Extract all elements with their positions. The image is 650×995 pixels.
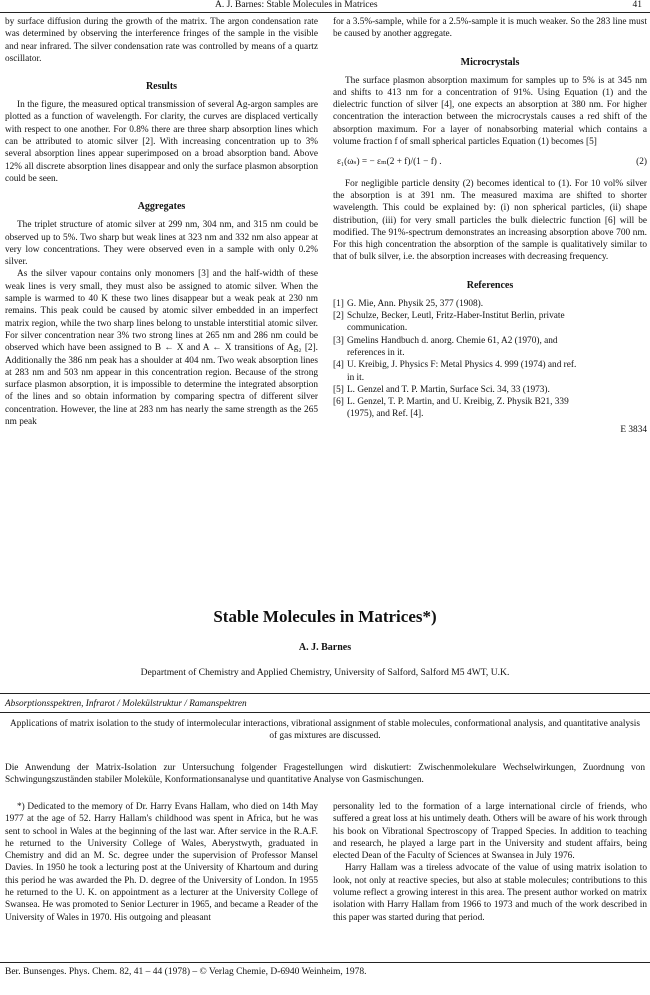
aggregates-paragraph-2: As the silver vapour contains only monomers [3] and the half-width of these weak lines is very small, they must also be assigned to atomic silver. When the sample is warmed to 40 K these two lines disappear but a weak peak at 230 nm remains. This peak could be caused by atomic silver embedded in an imperfect matrix region, while the two sharp lines belong to unstable interstitial atomic silver. For silver concentration near 3% two strong lines at 265 nm and 286 nm could be observed which have been assigned to B ← X and A ← X transitions of Ag₂ [2]. Additionally the 386 nm peak has a shoulder at 404 nm. Two weak absorption lines at 283 nm and 503 nm appear in this concentration region. Because of the strong surface plasmon absorption, it is impossible to determine the integrated absorption of the lines and so obtain information by comparing spectra of different silver concentration. However, the line at 283 nm has nearly the same strength as the 265 nm peak [5, 269, 318, 428]
journal-citation: Ber. Bunsenges. Phys. Chem. 82, 41 – 44 (1978) – © Verlag Chemie, D-6940 Weinheim, 1978. [5, 967, 367, 977]
reference-continuation: references in it. [347, 347, 405, 358]
reference-item [333, 396, 647, 421]
references-heading: References [466, 279, 514, 291]
reference-number: [1] [333, 298, 344, 309]
reference-item [333, 335, 647, 360]
footnote-left [5, 801, 318, 924]
document-code: E 3834 [620, 424, 647, 435]
aggregates-heading: Aggregates [137, 201, 186, 213]
author-name: A. J. Barnes [298, 642, 352, 653]
reference-item [333, 298, 647, 310]
abstract-german: Die Anwendung der Matrix-Isolation zur Untersuchung folgender Fragestellungen wird diskutiert: Zwischenmolekulare Wechselwirkungen, Zuordnung von Schwingungszuständen stabiler Moleküle, Konformationsanalyse und quantitative Analyse von Gasmischungen. [5, 763, 645, 786]
left-column [5, 16, 318, 428]
equation-formula: ε₁(ωₛ) = − εₘ(2 + f)/(1 − f) . [337, 157, 442, 168]
footnote-continuation-2: Harry Hallam was a tireless advocate of the value of using matrix isolation to look, not only at reactive species, but also at stable molecules; contributions to this volume reflect a growing interest in this area. The present author worked on matrix isolation with Harry Hallam from 1966 to 1973 and much of the work described in this paper was started during that period. [333, 863, 647, 923]
footnote-right [333, 801, 647, 924]
results-paragraph: In the figure, the measured optical transmission of several Ag-argon samples are plotted as a function of wavelength. For clarity, the curves are displaced vertically with respect to one another. For 0.8% there are three sharp absorption lines which can be attributed to atomic silver [2]. With increasing concentration up to 3% several absorption lines appear superimposed on a broad absorption band. Above 12% all discrete absorption lines disappear and only the surface plasmon absorption could be seen. [5, 100, 318, 184]
equation-number: (2) [636, 157, 647, 168]
running-title: A. J. Barnes: Stable Molecules in Matrices [215, 0, 378, 10]
references-list [333, 298, 647, 421]
reference-item [333, 310, 647, 335]
reference-text: Schulze, Becker, Leutl, Fritz-Haber-Institut Berlin, private [347, 311, 565, 322]
reference-item [333, 384, 647, 396]
reference-number: [6] [333, 397, 344, 408]
continuation-paragraph: for a 3.5%-sample, while for a 2.5%-sample it is much weaker. So the 283 line must be caused by another aggregate. [333, 17, 647, 40]
footer-rule [0, 962, 650, 963]
reference-number: [3] [333, 335, 344, 346]
keywords: Absorptionsspektren, Infrarot / Molekülstruktur / Ramanspektren [5, 699, 247, 709]
header-rule [0, 12, 650, 13]
equation-2 [333, 156, 647, 168]
footnote-continuation-1: personality led to the formation of a large international circle of friends, who suffered a great loss at his untimely death. Others will be aware of his work through his book on Vibrational Spectroscopy of Trapped Species. In addition to teaching and research, he played a large part in the University and student affairs, being elected Dean of the Faculty of Sciences at Swansea in July 1976. [333, 802, 647, 862]
author-affiliation: Department of Chemistry and Applied Chemistry, University of Salford, Salford M5 4WT, U.K. [140, 667, 510, 678]
reference-number: [2] [333, 311, 344, 322]
article-title: Stable Molecules in Matrices*) [213, 607, 437, 626]
reference-number: [4] [333, 360, 344, 371]
reference-text: G. Mie, Ann. Physik 25, 377 (1908). [347, 298, 484, 309]
keywords-top-rule [0, 693, 650, 694]
reference-text: U. Kreibig, J. Physics F: Metal Physics 4. 999 (1974) and ref. [347, 360, 577, 371]
reference-continuation: in it. [347, 372, 365, 383]
reference-text: Gmelins Handbuch d. anorg. Chemie 61, A2 (1970), and [347, 335, 558, 346]
reference-number: [5] [333, 384, 344, 395]
microcrystals-paragraph-2: For negligible particle density (2) becomes identical to (1). For 10 vol% silver the absorption is at 391 nm. The measured maxima are shifted to shorter wavelength. This could be explained by: (i) non spherical particles, (ii) shape distribution, (iii) for very small particles the bulk dielectric function [6] will be modified. The 91%-spectrum demonstrates an increasing absorption above 700 nm. For this high concentration the absorption of the sample is qualitatively similar to that of bulk silver, i.e. the absorption increases with decreasing frequency. [333, 178, 647, 263]
microcrystals-heading: Microcrystals [460, 56, 520, 68]
aggregates-paragraph-1: The triplet structure of atomic silver at 299 nm, 304 nm, and 315 nm could be observed up to 5%. Two sharp but weak lines at 323 nm and 332 nm also appear at very low concentrations. They were observed even in a sample with only 0.2% silver. [5, 220, 318, 268]
microcrystals-paragraph-1: The surface plasmon absorption maximum for samples up to 5% is at 345 nm and shifts to 413 nm for a concentration of 91%. Using Equation (1) and the dielectric function of silver [4], one expects an absorption at 380 nm. For higher concentration the interaction between the microcrystals causes a red shift of the absorption maximum. For a layer of nonabsorbing material which contains a volume fraction f of small spherical particles Equation (1) becomes [5] [333, 75, 647, 148]
reference-continuation: communication. [347, 323, 408, 334]
keywords-bottom-rule [0, 712, 650, 713]
results-heading: Results [145, 81, 178, 93]
page-number: 41 [632, 0, 642, 10]
running-header [0, 0, 650, 12]
abstract-english: Applications of matrix isolation to the study of intermolecular interactions, vibrational assignment of stable molecules, conformational analysis, and quantitative analysis of gas mixtures are discussed. [10, 719, 640, 742]
reference-item [333, 359, 647, 384]
dedication-footnote: *) Dedicated to the memory of Dr. Harry Evans Hallam, who died on 14th May 1977 at the age of 52. Harry Hallam's childhood was spent in Africa, but he was sent to school in Wales at the beginning of the last war. After service in the R.A.F. he returned to the University College of Wales, Aberystwyth, graduated in Chemistry and did an M. Sc. degree under the supervision of Professor Mansel Davies. In 1950 he took a lecturing post at the University of Khartoum and during this period he was awarded the Ph. D. degree of the University of London. In 1955 he returned to the U. K. on appointment as a lecturer at the University College of Swansea. He was promoted to Senior Lecturer in 1965, and became a Reader of the University of Wales in 1970. His outgoing and pleasant [5, 802, 318, 923]
intro-paragraph: by surface diffusion during the growth of the matrix. The argon condensation rate was determined by observing the interference fringes of the sample in the visible and near infrared. The silver condensation rate was controlled by means of a quartz oscillator. [5, 17, 318, 64]
reference-continuation: (1975), and Ref. [4]. [347, 409, 424, 420]
reference-text: L. Genzel, T. P. Martin, and U. Kreibig, Z. Physik B21, 339 [347, 397, 569, 408]
reference-text: L. Genzel and T. P. Martin, Surface Sci. 34, 33 (1973). [347, 384, 550, 395]
right-column [333, 16, 647, 436]
